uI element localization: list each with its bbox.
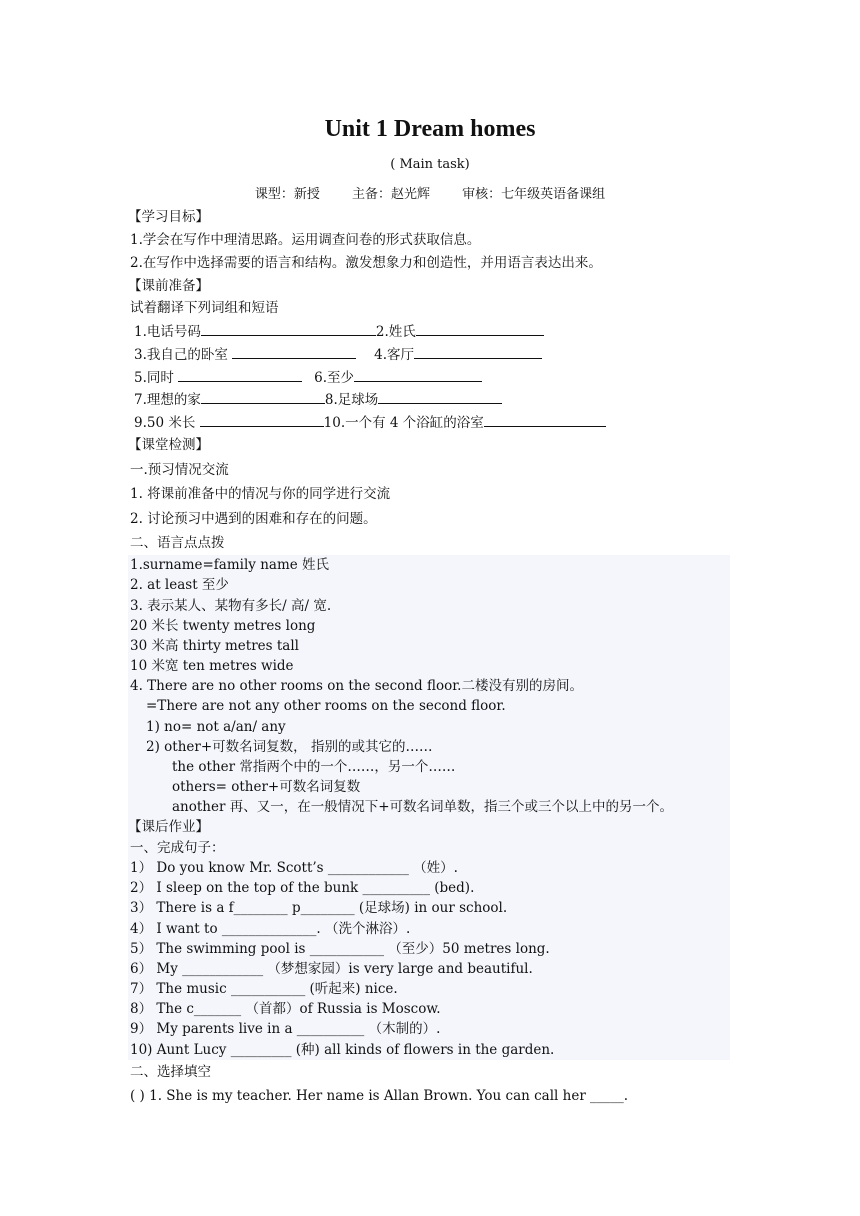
sentence-line: 7） The music ___________ (听起来) nice. [130,981,398,997]
prep-item: 7.理想的家 8.足球场 [134,390,502,409]
class-heading: 【课堂检测】 [128,437,209,453]
point-line: 1.surname=family name 姓氏 [130,557,330,573]
point-line: =There are not any other rooms on the second floor. [146,698,506,714]
point-line: another 再、又一，在一般情况下+可数名词单数，指三个或三个以上中的另一个。 [172,799,674,815]
point-line: 3. 表示某人、某物有多长/ 高/ 宽. [130,598,332,614]
sentence-line: 9） My parents live in a __________ （木制的）. [130,1021,441,1037]
sentence-line: 8） The c_______ （首都）of Russia is Moscow. [130,1001,441,1017]
point-line: 2. at least 至少 [130,577,229,593]
sentence-line: 3） There is a f________ p________ (足球场) in our school. [130,900,508,916]
sentence-line: 6） My ____________ （梦想家园）is very large and beautiful. [130,961,533,977]
lesson-meta [0,186,860,204]
prep-item: 3.我自己的卧室 4.客厅 [134,345,542,364]
lesson-type: 课型：新授 [254,187,320,202]
class-part-2: 二、语言点点拨 [130,535,225,551]
prep-item: 5.同时 6.至少 [134,368,482,387]
class-item-1: 1. 将课前准备中的情况与你的同学进行交流 [130,486,391,502]
objective-1: 1.学会在写作中理清思路。运用调查问卷的形式获取信息。 [130,232,481,248]
choice-question-1: ( ) 1. She is my teacher. Her name is Allan Brown. You can call her _____. [130,1088,629,1104]
prep-item: 9.50 米长 10.一个有 4 个浴缸的浴室 [134,413,606,432]
homework-part-1: 一、完成句子： [130,840,225,856]
lesson-author: 主备：赵光辉 [351,187,430,202]
objectives-heading: 【学习目标】 [128,209,209,225]
prep-heading: 【课前准备】 [128,278,209,294]
point-line: 10 米宽 ten metres wide [130,658,294,674]
lesson-reviewer: 审核：七年级英语备课组 [462,187,606,202]
page-subtitle: ( Main task) [390,157,470,172]
sentence-line: 10) Aunt Lucy _________ (种) all kinds of flowers in the garden. [130,1042,555,1058]
point-line: 1) no= not a/an/ any [146,719,286,735]
sentence-line: 2） I sleep on the top of the bunk __________ (bed). [130,880,475,896]
point-line: 2) other+可数名词复数， 指别的或其它的…… [146,739,433,755]
point-line: 4. There are no other rooms on the second floor.二楼没有别的房间。 [130,678,583,694]
sentence-line: 1） Do you know Mr. Scott’s ____________ （姓）. [130,860,458,876]
objective-2: 2.在写作中选择需要的语言和结构。激发想象力和创造性，并用语言表达出来。 [130,255,602,271]
prep-item: 1.电话号码 2.姓氏 [134,322,544,341]
point-line: the other 常指两个中的一个……，另一个…… [172,759,456,775]
homework-part-2: 二、选择填空 [130,1064,211,1080]
homework-heading: 【课后作业】 [128,819,209,835]
sentence-line: 5） The swimming pool is ___________ （至少）50 metres long. [130,941,550,957]
class-item-2: 2. 讨论预习中遇到的困难和存在的问题。 [130,511,377,527]
point-line: others= other+可数名词复数 [172,779,361,795]
class-part-1: 一.预习情况交流 [130,462,229,478]
prep-intro: 试着翻译下列词组和短语 [130,300,279,316]
point-line: 30 米高 thirty metres tall [130,638,299,654]
sentence-line: 4） I want to ______________. （洗个淋浴）. [130,921,411,937]
page-title: Unit 1 Dream homes [324,116,536,142]
point-line: 20 米长 twenty metres long [130,618,316,634]
